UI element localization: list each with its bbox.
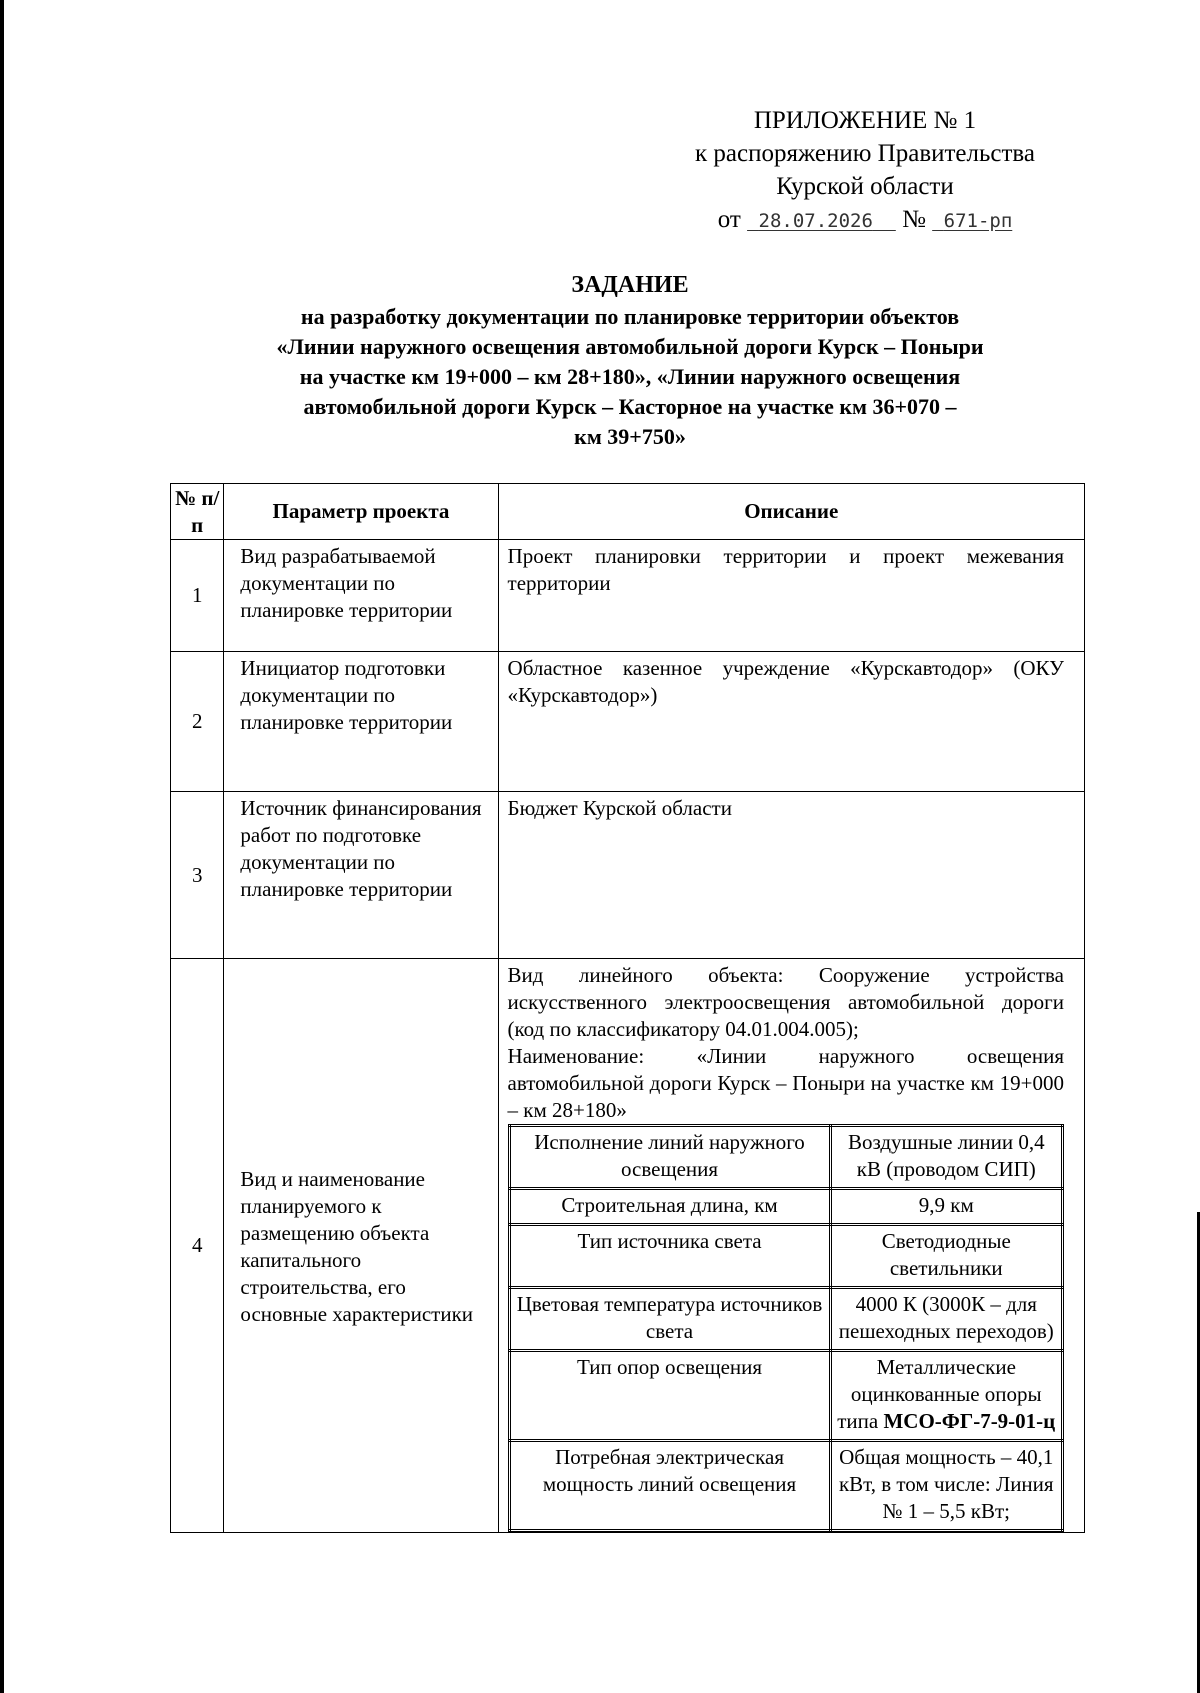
support-model: МСО-ФГ-7-9-01-ц [883, 1409, 1056, 1433]
appendix-ref: к распоряжению Правительства [694, 140, 1035, 167]
from-label: от [717, 206, 741, 233]
row-desc: Областное казенное учреждение «Курскавтодор» (ОКУ «Курскавтодор») [498, 652, 1084, 792]
spec-key: Потребная электрическая мощность линий освещения [509, 1441, 830, 1531]
appendix-region: Курской области [776, 173, 954, 200]
row-desc [498, 959, 1084, 1533]
row-num: 4 [171, 959, 224, 1533]
decree-number: 671-рп [943, 210, 1013, 232]
header-desc: Описание [498, 484, 1084, 540]
row-num: 1 [171, 540, 224, 652]
spec-key: Тип опор освещения [509, 1351, 830, 1441]
row-param: Инициатор подготовки документации по планировке территории [224, 652, 498, 792]
object-name-text: Наименование: «Линии наружного освещения автомобильной дороги Курск – Поныри на участке км 19+000 – км 28+180» [507, 1044, 1064, 1122]
document-heading [150, 270, 1110, 452]
spec-row [509, 1351, 1062, 1441]
appendix-date-line [640, 203, 1090, 238]
scan-edge-left [0, 0, 4, 1693]
row-num: 3 [171, 792, 224, 959]
row-param: Источник финансирования работ по подготовке документации по планировке территории [224, 792, 498, 959]
spec-value: Воздушные линии 0,4 кВ (проводом СИП) [830, 1126, 1062, 1189]
header-param: Параметр проекта [224, 484, 498, 540]
row-num: 2 [171, 652, 224, 792]
row-desc: Проект планировки территории и проект межевания территории [498, 540, 1084, 652]
table-row [171, 540, 1085, 652]
spec-row [509, 1225, 1062, 1288]
heading-line-5: км 39+750» [574, 424, 686, 449]
spec-row [509, 1288, 1062, 1351]
spec-key: Строительная длина, км [509, 1189, 830, 1225]
table-header-row [171, 484, 1085, 540]
number-label: № [902, 206, 926, 233]
object-type-text: Вид линейного объекта: Сооружение устройства искусственного электроосвещения автомобильной дороги (код по классификатору 04.01.004.005); [507, 963, 1064, 1041]
decree-date: 28.07.2026 [758, 210, 873, 232]
header-num: № п/п [171, 484, 224, 540]
spec-key: Исполнение линий наружного освещения [509, 1126, 830, 1189]
heading-line-4: автомобильной дороги Курск – Касторное на участке км 36+070 – [303, 394, 957, 419]
spec-value [830, 1351, 1062, 1441]
table-row [171, 792, 1085, 959]
appendix-block [640, 104, 1090, 238]
spec-key: Тип источника света [509, 1225, 830, 1288]
spec-value: 9,9 км [830, 1189, 1062, 1225]
appendix-title: ПРИЛОЖЕНИЕ № 1 [753, 107, 977, 134]
support-type-text: Металлические оцинкованные опоры типа [837, 1355, 1042, 1433]
task-table [170, 483, 1085, 1533]
specs-table [508, 1124, 1064, 1532]
heading-line-3: на участке км 19+000 – км 28+180», «Линии наружного освещения [299, 364, 961, 389]
spec-value: Светодиодные светильники [830, 1225, 1062, 1288]
spec-value: 4000 К (3000К – для пешеходных переходов) [830, 1288, 1062, 1351]
table-row [171, 959, 1085, 1533]
spec-value: Общая мощность – 40,1 кВт, в том числе: Линия № 1 – 5,5 кВт; [830, 1441, 1062, 1531]
row-param: Вид и наименование планируемого к размещению объекта капитального строительства, его основные характеристики [224, 959, 498, 1533]
heading-line-1: на разработку документации по планировке территории объектов [300, 304, 960, 329]
spec-row [509, 1126, 1062, 1189]
row-desc: Бюджет Курской области [498, 792, 1084, 959]
spec-row [509, 1441, 1062, 1531]
spec-key: Цветовая температура источников света [509, 1288, 830, 1351]
document-title: ЗАДАНИЕ [571, 272, 689, 298]
row-param: Вид разрабатываемой документации по планировке территории [224, 540, 498, 652]
spec-row [509, 1189, 1062, 1225]
table-row [171, 652, 1085, 792]
heading-line-2: «Линии наружного освещения автомобильной дороги Курск – Поныри [276, 334, 984, 359]
